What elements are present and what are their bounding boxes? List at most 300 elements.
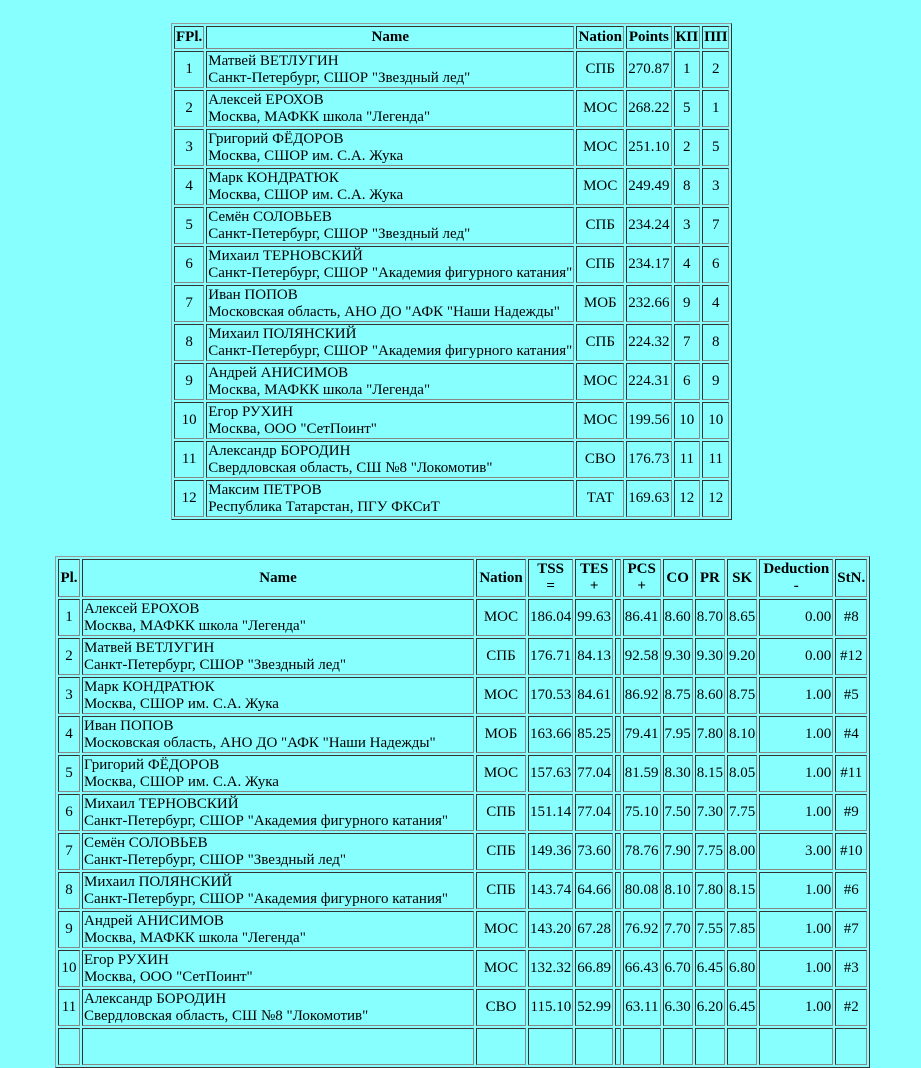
pcs-cell: 76.92: [623, 911, 661, 948]
points-cell: 176.73: [626, 441, 671, 478]
points-cell: 224.31: [626, 363, 671, 400]
short-program-rank-cell: 2: [674, 129, 701, 166]
skater-club: Москва, СШОР им. С.А. Жука: [84, 695, 279, 712]
short-program-rank-cell: 10: [674, 402, 701, 439]
co-cell: 9.30: [663, 638, 693, 675]
segment-results-row: [58, 755, 867, 792]
sk-cell: 7.75: [727, 794, 757, 831]
final-results-row: [174, 324, 729, 361]
nation-cell: СПБ: [576, 246, 624, 283]
skater-cell: [206, 168, 574, 205]
skater-cell: [206, 246, 574, 283]
nation-cell: ТАТ: [576, 480, 624, 517]
spacer-cell: [615, 599, 621, 636]
skater-cell: [206, 51, 574, 88]
skater-cell: [206, 441, 574, 478]
skater-name: Алексей ЕРОХОВ: [84, 600, 200, 617]
short-program-rank-cell: 9: [674, 285, 701, 322]
tss-cell: 157.63: [528, 755, 573, 792]
final-results-row: [174, 441, 729, 478]
co-cell: 8.60: [663, 599, 693, 636]
sk-cell: 8.05: [727, 755, 757, 792]
skater-cell: [206, 480, 574, 517]
tes-cell: 77.04: [575, 755, 613, 792]
skater-club: Москва, СШОР им. С.А. Жука: [208, 186, 404, 203]
skater-cell: [206, 129, 574, 166]
header-tes: [575, 559, 613, 597]
header-points: Points: [626, 26, 671, 49]
skater-name: Марк КОНДРАТЮК: [84, 678, 215, 695]
pcs-cell: 66.43: [623, 950, 661, 987]
final-results-row: [174, 129, 729, 166]
free-skate-rank-cell: 9: [702, 363, 729, 400]
skater-name: Михаил ТЕРНОВСКИЙ: [84, 795, 239, 812]
final-results-body: [174, 51, 729, 517]
place-cell: 4: [174, 168, 204, 205]
place-cell: 5: [174, 207, 204, 244]
pr-cell: 7.80: [695, 872, 725, 909]
starting-number-cell: #4: [835, 716, 867, 753]
pr-cell: 8.60: [695, 677, 725, 714]
place-cell: 6: [174, 246, 204, 283]
co-cell: 6.70: [663, 950, 693, 987]
empty-cell: [82, 1028, 474, 1065]
skater-name: Михаил ПОЛЯНСКИЙ: [208, 325, 357, 342]
nation-cell: МОС: [576, 129, 624, 166]
skater-cell: [82, 872, 474, 909]
skater-name: Александр БОРОДИН: [84, 990, 227, 1007]
tss-cell: 132.32: [528, 950, 573, 987]
nation-cell: СПБ: [476, 872, 526, 909]
final-results-table: [171, 23, 732, 520]
sk-cell: 8.75: [727, 677, 757, 714]
place-cell: 2: [58, 638, 80, 675]
deduction-cell: 1.00: [759, 989, 833, 1026]
sk-cell: 8.00: [727, 833, 757, 870]
tss-cell: 186.04: [528, 599, 573, 636]
header-tss-operator: =: [546, 578, 555, 594]
co-cell: 7.95: [663, 716, 693, 753]
final-results-row: [174, 168, 729, 205]
pcs-cell: 75.10: [623, 794, 661, 831]
spacer-cell: [615, 872, 621, 909]
header-place: Pl.: [58, 559, 80, 597]
starting-number-cell: #7: [835, 911, 867, 948]
pr-cell: 8.70: [695, 599, 725, 636]
nation-cell: СПБ: [576, 324, 624, 361]
skater-name: Александр БОРОДИН: [208, 442, 351, 459]
pcs-cell: 78.76: [623, 833, 661, 870]
co-cell: 7.90: [663, 833, 693, 870]
free-skate-rank-cell: 5: [702, 129, 729, 166]
skater-club: Москва, СШОР им. С.А. Жука: [84, 773, 279, 790]
nation-cell: МОС: [476, 950, 526, 987]
free-skate-rank-cell: 11: [702, 441, 729, 478]
empty-cell: [58, 1028, 80, 1065]
header-pcs-label: PCS: [627, 561, 656, 577]
empty-cell: [835, 1028, 867, 1065]
header-name: Name: [82, 559, 474, 597]
header-pr: PR: [695, 559, 725, 597]
starting-number-cell: #8: [835, 599, 867, 636]
skater-cell: [82, 911, 474, 948]
deduction-cell: 0.00: [759, 599, 833, 636]
skater-cell: [82, 989, 474, 1026]
free-skate-rank-cell: 3: [702, 168, 729, 205]
header-free-skate: ПП: [702, 26, 729, 49]
place-cell: 9: [174, 363, 204, 400]
skater-name: Андрей АНИСИМОВ: [208, 364, 349, 381]
place-cell: 8: [58, 872, 80, 909]
deduction-cell: 3.00: [759, 833, 833, 870]
starting-number-cell: #5: [835, 677, 867, 714]
tss-cell: 163.66: [528, 716, 573, 753]
tes-cell: 85.25: [575, 716, 613, 753]
empty-cell: [759, 1028, 833, 1065]
spacer-cell: [615, 677, 621, 714]
pcs-cell: 81.59: [623, 755, 661, 792]
points-cell: 251.10: [626, 129, 671, 166]
skater-cell: [206, 90, 574, 127]
nation-cell: СПБ: [576, 207, 624, 244]
place-cell: 7: [58, 833, 80, 870]
spacer-cell: [615, 794, 621, 831]
pcs-cell: 92.58: [623, 638, 661, 675]
header-pcs: [623, 559, 661, 597]
place-cell: 11: [58, 989, 80, 1026]
skater-name: Егор РУХИН: [208, 403, 294, 420]
skater-name: Матвей ВЕТЛУГИН: [208, 52, 339, 69]
tss-cell: 143.20: [528, 911, 573, 948]
spacer-cell: [615, 950, 621, 987]
final-results-row: [174, 402, 729, 439]
segment-results-header-row: [58, 559, 867, 597]
points-cell: 268.22: [626, 90, 671, 127]
nation-cell: СПБ: [476, 833, 526, 870]
skater-cell: [82, 950, 474, 987]
tes-cell: 73.60: [575, 833, 613, 870]
skater-club: Санкт-Петербург, СШОР "Академия фигурного катания": [84, 812, 449, 829]
spacer-cell: [615, 911, 621, 948]
short-program-rank-cell: 6: [674, 363, 701, 400]
header-final-place: FPl.: [174, 26, 204, 49]
points-cell: 199.56: [626, 402, 671, 439]
skater-cell: [206, 363, 574, 400]
skater-club: Московская область, АНО ДО "АФК "Наши Надежды": [84, 734, 436, 751]
segment-results-row: [58, 989, 867, 1026]
place-cell: 10: [174, 402, 204, 439]
deduction-cell: 0.00: [759, 638, 833, 675]
place-cell: 10: [58, 950, 80, 987]
free-skate-rank-cell: 4: [702, 285, 729, 322]
sk-cell: 6.80: [727, 950, 757, 987]
skater-cell: [82, 794, 474, 831]
final-results-row: [174, 90, 729, 127]
free-skate-rank-cell: 8: [702, 324, 729, 361]
header-nation: Nation: [476, 559, 526, 597]
skater-club: Москва, МАФКК школа "Легенда": [208, 108, 431, 125]
spacer-cell: [615, 716, 621, 753]
empty-cell: [623, 1028, 661, 1065]
skater-club: Москва, МАФКК школа "Легенда": [84, 617, 306, 634]
tss-cell: 115.10: [528, 989, 573, 1026]
sk-cell: 8.65: [727, 599, 757, 636]
starting-number-cell: #9: [835, 794, 867, 831]
sk-cell: 8.10: [727, 716, 757, 753]
header-tss-label: TSS: [537, 561, 564, 577]
short-program-rank-cell: 1: [674, 51, 701, 88]
pr-cell: 7.75: [695, 833, 725, 870]
skater-name: Марк КОНДРАТЮК: [208, 169, 339, 186]
header-deduction-label: Deduction: [763, 561, 830, 577]
skater-name: Семён СОЛОВЬЕВ: [84, 834, 208, 851]
deduction-cell: 1.00: [759, 677, 833, 714]
pcs-cell: 86.41: [623, 599, 661, 636]
free-skate-rank-cell: 2: [702, 51, 729, 88]
header-tes-operator: +: [589, 578, 599, 594]
spacer-cell: [615, 989, 621, 1026]
skater-cell: [82, 599, 474, 636]
skater-club: Санкт-Петербург, СШОР "Звездный лед": [84, 851, 346, 868]
tes-cell: 99.63: [575, 599, 613, 636]
place-cell: 3: [174, 129, 204, 166]
free-skate-rank-cell: 1: [702, 90, 729, 127]
place-cell: 12: [174, 480, 204, 517]
points-cell: 232.66: [626, 285, 671, 322]
header-sk: SK: [727, 559, 757, 597]
skater-cell: [206, 207, 574, 244]
segment-results-row: [58, 911, 867, 948]
nation-cell: СПБ: [476, 794, 526, 831]
skater-club: Москва, МАФКК школа "Легенда": [84, 929, 306, 946]
pr-cell: 8.15: [695, 755, 725, 792]
pr-cell: 7.30: [695, 794, 725, 831]
place-cell: 7: [174, 285, 204, 322]
place-cell: 11: [174, 441, 204, 478]
skater-cell: [82, 833, 474, 870]
pr-cell: 7.80: [695, 716, 725, 753]
pcs-cell: 86.92: [623, 677, 661, 714]
segment-results-body: [58, 599, 867, 1065]
short-program-rank-cell: 3: [674, 207, 701, 244]
deduction-cell: 1.00: [759, 755, 833, 792]
place-cell: 9: [58, 911, 80, 948]
sk-cell: 9.20: [727, 638, 757, 675]
skater-club: Москва, ООО "СетПоинт": [84, 968, 253, 985]
segment-results-row: [58, 950, 867, 987]
place-cell: 1: [174, 51, 204, 88]
co-cell: 7.50: [663, 794, 693, 831]
tss-cell: 143.74: [528, 872, 573, 909]
header-starting-number: StN.: [835, 559, 867, 597]
segment-results-row: [58, 872, 867, 909]
free-skate-rank-cell: 10: [702, 402, 729, 439]
empty-cell: [727, 1028, 757, 1065]
starting-number-cell: #12: [835, 638, 867, 675]
spacer-cell: [615, 833, 621, 870]
skater-club: Санкт-Петербург, СШОР "Звездный лед": [84, 656, 346, 673]
short-program-rank-cell: 7: [674, 324, 701, 361]
free-skate-rank-cell: 12: [702, 480, 729, 517]
deduction-cell: 1.00: [759, 872, 833, 909]
header-pcs-operator: +: [637, 578, 646, 594]
pcs-cell: 63.11: [623, 989, 661, 1026]
pcs-cell: 79.41: [623, 716, 661, 753]
skater-name: Иван ПОПОВ: [84, 717, 174, 734]
place-cell: 6: [58, 794, 80, 831]
points-cell: 234.17: [626, 246, 671, 283]
header-deduction: [759, 559, 833, 597]
short-program-rank-cell: 11: [674, 441, 701, 478]
segment-results-row: [58, 716, 867, 753]
segment-results-row: [58, 794, 867, 831]
skater-club: Санкт-Петербург, СШОР "Звездный лед": [208, 69, 471, 86]
empty-cell: [663, 1028, 693, 1065]
segment-results-row: [58, 599, 867, 636]
skater-cell: [206, 402, 574, 439]
final-results-row: [174, 285, 729, 322]
nation-cell: МОС: [576, 363, 624, 400]
skater-club: Москва, СШОР им. С.А. Жука: [208, 147, 404, 164]
deduction-cell: 1.00: [759, 716, 833, 753]
tes-cell: 84.13: [575, 638, 613, 675]
sk-cell: 8.15: [727, 872, 757, 909]
starting-number-cell: #3: [835, 950, 867, 987]
short-program-rank-cell: 5: [674, 90, 701, 127]
short-program-rank-cell: 12: [674, 480, 701, 517]
skater-club: Свердловская область, СШ №8 "Локомотив": [84, 1007, 369, 1024]
segment-results-row: [58, 638, 867, 675]
nation-cell: СПБ: [576, 51, 624, 88]
tes-cell: 84.61: [575, 677, 613, 714]
place-cell: 5: [58, 755, 80, 792]
starting-number-cell: #10: [835, 833, 867, 870]
deduction-cell: 1.00: [759, 911, 833, 948]
final-results-row: [174, 51, 729, 88]
starting-number-cell: #6: [835, 872, 867, 909]
nation-cell: МОС: [476, 755, 526, 792]
short-program-rank-cell: 8: [674, 168, 701, 205]
skater-cell: [82, 677, 474, 714]
empty-cell: [575, 1028, 613, 1065]
header-nation: Nation: [576, 26, 624, 49]
skater-cell: [82, 755, 474, 792]
skater-club: Санкт-Петербург, СШОР "Звездный лед": [208, 225, 471, 242]
sk-cell: 6.45: [727, 989, 757, 1026]
header-name: Name: [206, 26, 574, 49]
sk-cell: 7.85: [727, 911, 757, 948]
skater-club: Свердловская область, СШ №8 "Локомотив": [208, 459, 493, 476]
co-cell: 6.30: [663, 989, 693, 1026]
final-results-row: [174, 480, 729, 517]
header-short-program: КП: [674, 26, 701, 49]
segment-results-table: [55, 556, 870, 1068]
header-tss: [528, 559, 573, 597]
header-deduction-operator: -: [793, 578, 799, 594]
tss-cell: 170.53: [528, 677, 573, 714]
co-cell: 8.75: [663, 677, 693, 714]
points-cell: 169.63: [626, 480, 671, 517]
place-cell: 1: [58, 599, 80, 636]
header-spacer: [615, 559, 621, 597]
nation-cell: МОС: [476, 599, 526, 636]
nation-cell: МОС: [576, 402, 624, 439]
empty-cell: [528, 1028, 573, 1065]
pr-cell: 6.45: [695, 950, 725, 987]
skater-club: Санкт-Петербург, СШОР "Академия фигурного катания": [208, 342, 573, 359]
tss-cell: 151.14: [528, 794, 573, 831]
final-results-row: [174, 207, 729, 244]
co-cell: 7.70: [663, 911, 693, 948]
skater-name: Матвей ВЕТЛУГИН: [84, 639, 215, 656]
nation-cell: СПБ: [476, 638, 526, 675]
skater-name: Андрей АНИСИМОВ: [84, 912, 224, 929]
nation-cell: МОБ: [476, 716, 526, 753]
starting-number-cell: #2: [835, 989, 867, 1026]
deduction-cell: 1.00: [759, 950, 833, 987]
skater-cell: [82, 716, 474, 753]
skater-club: Москва, МАФКК школа "Легенда": [208, 381, 431, 398]
skater-cell: [206, 324, 574, 361]
nation-cell: МОБ: [576, 285, 624, 322]
place-cell: 2: [174, 90, 204, 127]
nation-cell: МОС: [476, 677, 526, 714]
tes-cell: 52.99: [575, 989, 613, 1026]
free-skate-rank-cell: 6: [702, 246, 729, 283]
nation-cell: СВО: [576, 441, 624, 478]
place-cell: 4: [58, 716, 80, 753]
co-cell: 8.30: [663, 755, 693, 792]
place-cell: 8: [174, 324, 204, 361]
points-cell: 270.87: [626, 51, 671, 88]
skater-club: Республика Татарстан, ПГУ ФКСиТ: [208, 498, 440, 515]
skater-club: Санкт-Петербург, СШОР "Академия фигурного катания": [84, 890, 449, 907]
skater-cell: [82, 638, 474, 675]
tes-cell: 64.66: [575, 872, 613, 909]
segment-results-row: [58, 677, 867, 714]
header-tes-label: TES: [579, 561, 609, 577]
nation-cell: МОС: [576, 168, 624, 205]
co-cell: 8.10: [663, 872, 693, 909]
empty-cell: [615, 1028, 621, 1065]
segment-results-row-partial: [58, 1028, 867, 1065]
skater-name: Григорий ФЁДОРОВ: [84, 756, 220, 773]
skater-name: Михаил ТЕРНОВСКИЙ: [208, 247, 363, 264]
tes-cell: 66.89: [575, 950, 613, 987]
empty-cell: [476, 1028, 526, 1065]
empty-cell: [695, 1028, 725, 1065]
spacer-cell: [615, 755, 621, 792]
spacer-cell: [615, 638, 621, 675]
skater-name: Алексей ЕРОХОВ: [208, 91, 324, 108]
pr-cell: 9.30: [695, 638, 725, 675]
tss-cell: 176.71: [528, 638, 573, 675]
free-skate-rank-cell: 7: [702, 207, 729, 244]
skater-name: Семён СОЛОВЬЕВ: [208, 208, 332, 225]
skater-club: Санкт-Петербург, СШОР "Академия фигурного катания": [208, 264, 573, 281]
skater-name: Максим ПЕТРОВ: [208, 481, 322, 498]
final-results-row: [174, 363, 729, 400]
final-results-header-row: [174, 26, 729, 49]
pr-cell: 7.55: [695, 911, 725, 948]
skater-club: Московская область, АНО ДО "АФК "Наши Надежды": [208, 303, 560, 320]
skater-name: Григорий ФЁДОРОВ: [208, 130, 344, 147]
skater-cell: [206, 285, 574, 322]
tes-cell: 77.04: [575, 794, 613, 831]
pr-cell: 6.20: [695, 989, 725, 1026]
nation-cell: МОС: [576, 90, 624, 127]
pcs-cell: 80.08: [623, 872, 661, 909]
